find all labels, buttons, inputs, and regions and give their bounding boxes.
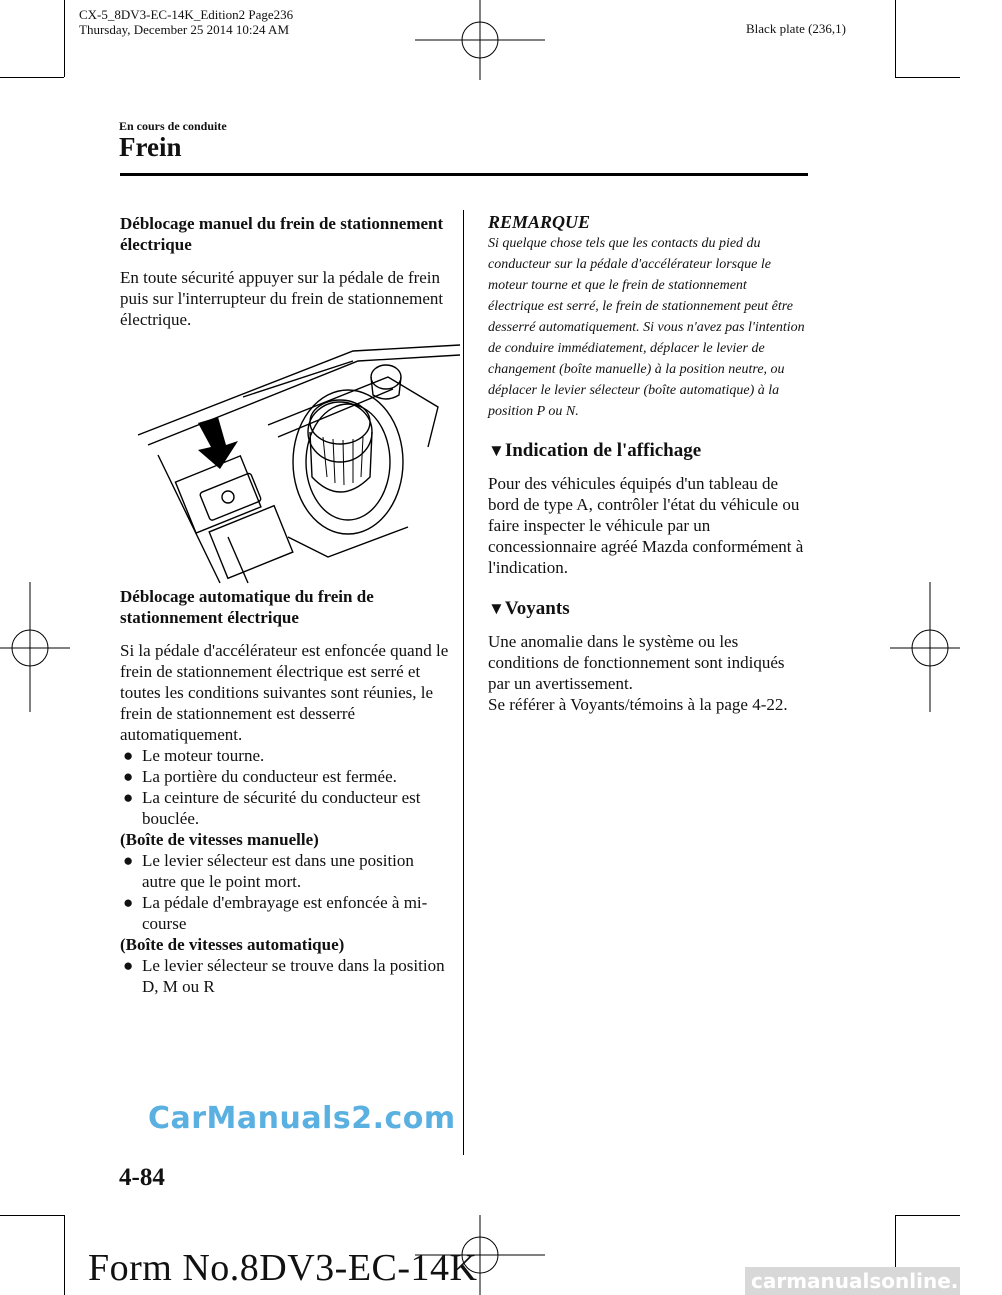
right-column [488,212,806,715]
heading-auto-release: Déblocage automatique du frein de stationnement électrique [120,587,374,627]
column-divider [463,210,464,1155]
section-display-indication [488,440,806,461]
heading-manual-release: Déblocage manuel du frein de stationnement électrique [120,214,444,254]
manual-gearbox-label: (Boîte de vitesses manuelle) [120,830,319,849]
carmanualsonline-watermark: carmanualsonline.info [751,1269,1002,1293]
title-rule [120,173,808,176]
section-warning-lights [488,598,806,619]
bullet-list-manual [120,850,450,934]
list-item: ● Le moteur tourne. [123,746,265,765]
list-item: ● La ceinture de sécurité du conducteur est bouclée. [123,788,421,828]
bullet-icon: ● [123,851,134,870]
note-text: Si quelque chose tels que les contacts du pied du conducteur sur la pédale d'accélérateur lorsque le moteur tourne et que le frein de stationnement électrique est serré, le frein de stationnement peut être desserré automatiquement. Si vous n'avez pas l'intention de conduire immédiatement, déplacer le levier de changement (boîte manuelle) à la position neutre, ou déplacer le levier sélecteur (boîte automatique) à la position P ou N. [488,236,805,419]
form-number: Form No.8DV3-EC-14K [88,1247,478,1289]
triangle-icon: ▼ [488,441,505,460]
section-display-title: Indication de l'affichage [504,440,702,461]
bullet-list-conditions [120,745,450,829]
bullet-icon: ● [123,956,134,975]
list-item: ● Le levier sélecteur se trouve dans la position D, M ou R [123,956,445,996]
parking-brake-switch-illustration [128,337,460,583]
list-item: ● Le levier sélecteur est dans une position autre que le point mort. [123,851,414,891]
auto-gearbox-label: (Boîte de vitesses automatique) [120,935,345,954]
warning-lights-reference: Se référer à Voyants/témoins à la page 4-22. [488,695,788,714]
warning-lights-text: Une anomalie dans le système ou les conditions de fonctionnement sont indiqués par un avertissement. [488,632,785,693]
left-column-top [120,213,450,330]
carmanuals-watermark: CarManuals2.com [148,1101,456,1136]
auto-release-text: Si la pédale d'accélérateur est enfoncée quand le frein de stationnement électrique est serré et toutes les conditions suivantes sont réunies, le frein de stationnement est desserré automatiquement. [120,641,449,744]
bullet-list-auto [120,955,450,997]
plate-label: Black plate (236,1) [746,21,846,36]
display-indication-text: Pour des véhicules équipés d'un tableau de bord de type A, contrôler l'état du véhicule ou faire inspecter le véhicule par un concessionnaire agréé Mazda conformément à l'indication. [488,474,804,577]
left-column-bottom [120,586,450,997]
triangle-icon: ▼ [488,599,505,618]
list-item: ● La portière du conducteur est fermée. [123,767,397,786]
chapter-label: En cours de conduite [119,119,227,133]
page-title: Frein [119,132,182,162]
list-item: ● La pédale d'embrayage est enfoncée à mi-course [123,893,428,933]
bullet-icon: ● [123,767,134,786]
page-number: 4-84 [119,1164,165,1191]
date-line: Thursday, December 25 2014 10:24 AM [79,22,290,37]
bullet-icon: ● [123,788,134,807]
section-warning-title: Voyants [504,598,570,619]
manual-release-text: En toute sécurité appuyer sur la pédale de frein puis sur l'interrupteur du frein de stationnement électrique. [120,268,444,329]
file-info-line: CX-5_8DV3-EC-14K_Edition2 Page236 [79,7,294,22]
watermark-bar [745,1267,1002,1295]
bullet-icon: ● [123,893,134,912]
bullet-icon: ● [123,746,134,765]
note-title: REMARQUE [488,212,591,232]
